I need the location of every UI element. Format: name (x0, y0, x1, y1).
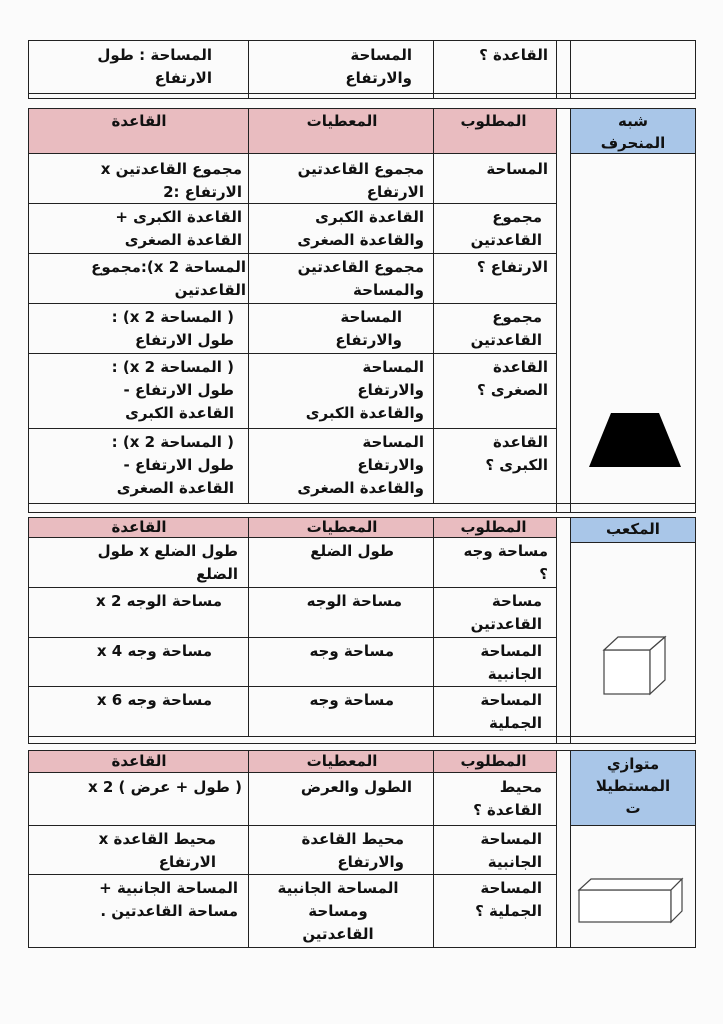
trap-r5-given: المساحة والارتفاع والقاعدة الكبرى (305, 358, 424, 422)
cuboid-r1-given: الطول والعرض (300, 778, 412, 796)
trap-r3-rule: المساحة 2 x):مجموع القاعدتين (91, 258, 246, 299)
cube-header-given: المعطيات (306, 518, 378, 536)
cuboid-header-rule: القاعدة (111, 752, 167, 770)
trap-r3-required: الارتفاع ؟ (476, 258, 548, 276)
header-required: المطلوب (460, 112, 527, 130)
trapezoid-shape (587, 413, 683, 469)
trap-r4-rule: ( المساحة 2 x) : طول الارتفاع (111, 308, 234, 349)
cube-shape (603, 636, 667, 696)
cube-r4-rule: مساحة وجه 6 x (96, 691, 212, 709)
cube-r2-required: مساحة القاعدتين (470, 592, 542, 633)
trap-r4-required: مجموع القاعدتين (470, 308, 542, 349)
cube-r2-rule: مساحة الوجه 2 x (96, 592, 222, 610)
top-rule-cell: المساحة : طول الارتفاع (97, 46, 212, 87)
trap-r6-required: القاعدة الكبرى ؟ (485, 433, 548, 474)
trap-r1-required: المساحة (486, 160, 548, 178)
cube-r1-given: طول الضلع (310, 542, 394, 560)
cube-r3-required: المساحة الجانبية (480, 642, 542, 683)
cube-r1-rule: طول الضلع x طول الضلع (97, 542, 238, 583)
cube-r1-required: مساحة وجه ؟ (463, 542, 548, 583)
cuboid-r1-required: محيط القاعدة ؟ (473, 778, 542, 819)
cuboid-title: متوازي المستطيلا ت (595, 755, 671, 817)
header-given: المعطيات (306, 112, 378, 130)
cuboid-r1-rule: ( طول + عرض ) 2 x (87, 778, 242, 796)
cuboid-shape (578, 878, 684, 924)
cube-r2-given: مساحة الوجه (306, 592, 402, 610)
cuboid-r2-required: المساحة الجانبية (480, 830, 542, 871)
cuboid-header-given: المعطيات (306, 752, 378, 770)
trap-r4-given: المساحة والارتفاع (335, 308, 402, 349)
top-required-cell: القاعدة ؟ (479, 46, 548, 64)
trap-r5-required: القاعدة الصغرى ؟ (476, 358, 548, 399)
cuboid-r2-given: محيط القاعدة والارتفاع (301, 830, 404, 871)
cube-title: المكعب (606, 520, 660, 538)
cube-r4-required: المساحة الجملية (480, 691, 542, 732)
trap-r2-given: القاعدة الكبرى والقاعدة الصغرى (297, 208, 424, 249)
header-rule: القاعدة (111, 112, 167, 130)
trap-r3-given: مجموع القاعدتين والمساحة (297, 258, 424, 299)
cube-r3-given: مساحة وجه (309, 642, 394, 660)
trap-r6-rule: ( المساحة 2 x) : طول الارتفاع - القاعدة الصغرى (111, 433, 234, 497)
cuboid-r3-rule: المساحة الجانبية + مساحة القاعدتين . (99, 879, 238, 920)
trap-r1-given: مجموع القاعدتين الارتفاع (297, 160, 424, 201)
cuboid-r3-given: المساحة الجانبية ومساحة القاعدتين (277, 879, 399, 943)
trapezoid-title: شبه المنحرف (600, 112, 666, 152)
cube-header-required: المطلوب (460, 518, 527, 536)
cuboid-r2-rule: محيط القاعدة x الارتفاع (98, 830, 216, 871)
cube-r4-given: مساحة وجه (309, 691, 394, 709)
top-given-cell: المساحة والارتفاع (345, 46, 412, 87)
cuboid-header-required: المطلوب (460, 752, 527, 770)
trap-r1-rule: مجموع القاعدتين x الارتفاع :2 (100, 160, 242, 201)
cube-r3-rule: مساحة وجه 4 x (96, 642, 212, 660)
trap-r6-given: المساحة والارتفاع والقاعدة الصغرى (297, 433, 424, 497)
trap-r5-rule: ( المساحة 2 x) : طول الارتفاع - القاعدة الكبرى (111, 358, 234, 422)
trap-r2-rule: القاعدة الكبرى + القاعدة الصغرى (115, 208, 242, 249)
cube-header-rule: القاعدة (111, 518, 167, 536)
trap-r2-required: مجموع القاعدتين (470, 208, 542, 249)
cuboid-r3-required: المساحة الجملية ؟ (475, 879, 542, 920)
